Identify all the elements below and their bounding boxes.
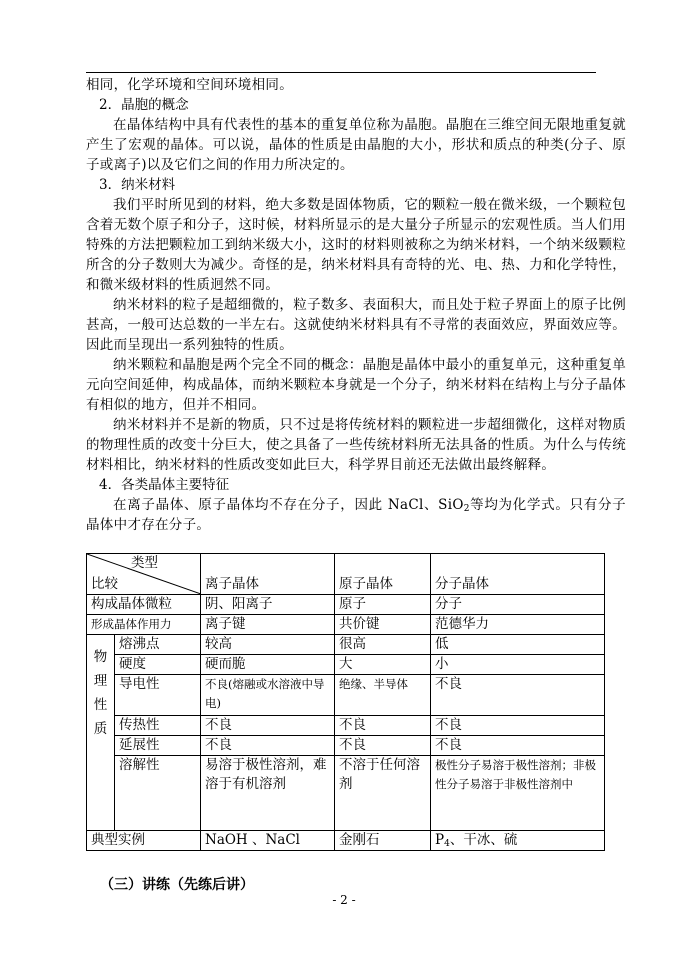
section-4-heading: 4．各类晶体主要特征 [99, 477, 230, 493]
cell-conductivity-ionic: 不良(熔融或水溶液中导电) [201, 675, 335, 716]
physical-properties-label [87, 635, 115, 831]
cell-ductility-ionic: 不良 [201, 736, 335, 756]
phys-char-1: 物 [93, 649, 108, 665]
table-row [87, 655, 605, 675]
cell-hardness-atomic: 大 [335, 655, 431, 675]
p4-symbol: P [435, 832, 445, 848]
phys-char-4: 质 [93, 721, 108, 737]
column-header-molecular: 分子晶体 [431, 554, 605, 595]
section-2-paragraph: 在晶体结构中具有代表性的基本的重复单位称为晶胞。晶胞在三维空间无限地重复就产生了宏观的晶体。可以说，晶体的性质是由晶胞的大小，形状和质点的种类(分子、原子或离子)以及它们之间的作用力所决定的。 [86, 117, 626, 173]
phys-char-2: 理 [93, 673, 108, 689]
header-rule [86, 72, 596, 73]
cell-conductivity-atomic: 绝缘、半导体 [335, 675, 431, 716]
sio2-subscript: 2 [463, 504, 470, 514]
row-label-ductility: 延展性 [115, 736, 201, 756]
cell-ductility-atomic: 不良 [335, 736, 431, 756]
corner-label-compare: 比较 [91, 576, 118, 592]
section-3-paragraph-3: 纳米颗粒和晶胞是两个完全不同的概念：晶胞是晶体中最小的重复单元，这种重复单元向空间延伸，构成晶体，而纳米颗粒本身就是一个分子，纳米材料在结构上与分子晶体有相似的地方，但并不相同。 [86, 357, 626, 413]
table-row [87, 736, 605, 756]
section-3-heading: 3．纳米材料 [99, 177, 176, 193]
row-label-hardness: 硬度 [115, 655, 201, 675]
cell-melting-atomic: 很高 [335, 635, 431, 655]
section-3-paragraph-2: 纳米材料的粒子是超细微的，粒子数多、表面积大，而且处于粒子界面上的原子比例甚高，一般可达总数的一半左右。这就使纳米材料具有不寻常的表面效应，界面效应等。因此而呈现出一系列独特的性质。 [86, 297, 626, 353]
section-3-paragraph-1: 我们平时所见到的材料，绝大多数是固体物质，它的颗粒一般在微米级，一个颗粒包含着无数个原子和分子，这时候，材料所显示的是大量分子所显示的宏观性质。当人们用特殊的方法把颗粒加工到纳米级大小，这时的材料则被称之为纳米材料，一个纳米级颗粒所含的分子数则大为减少。奇怪的是，纳米材料具有奇特的光、电、热、力和化学特性，和微米级材料的性质迥然不同。 [86, 197, 626, 293]
table-row [87, 615, 605, 635]
cell-examples-atomic: 金刚石 [335, 831, 431, 851]
column-header-atomic: 原子晶体 [335, 554, 431, 595]
cell-hardness-molecular: 小 [431, 655, 605, 675]
table-row [87, 756, 605, 831]
table-row [87, 595, 605, 615]
table-row [87, 716, 605, 736]
cell-force-ionic: 离子键 [201, 615, 335, 635]
phys-char-3: 性 [93, 697, 108, 713]
crystal-comparison-table [86, 553, 605, 851]
diagonal-header-cell [87, 554, 201, 595]
table-header-row [87, 554, 605, 595]
cell-heat-ionic: 不良 [201, 716, 335, 736]
row-label-melting: 熔沸点 [115, 635, 201, 655]
section-3-paragraph-4: 纳米材料并不是新的物质，只不过是将传统材料的颗粒进一步超细微化，这样对物质的物理性质的改变十分巨大，使之具备了一些传统材料所无法具备的性质。为什么与传统材料相比，纳米材料的性质改变如此巨大，科学界目前还无法做出最终解释。 [86, 417, 626, 473]
cell-particles-ionic: 阴、阳离子 [201, 595, 335, 615]
cell-heat-molecular: 不良 [431, 716, 605, 736]
cell-ductility-molecular: 不良 [431, 736, 605, 756]
cell-examples-molecular [431, 831, 605, 851]
cell-heat-atomic: 不良 [335, 716, 431, 736]
cell-melting-molecular: 低 [431, 635, 605, 655]
section-4-text-b: 等均为化学式。只有分子晶体中才存在分子。 [86, 497, 626, 533]
column-header-ionic: 离子晶体 [201, 554, 335, 595]
cell-examples-ionic: NaOH 、NaCl [201, 831, 335, 851]
cell-solubility-ionic: 易溶于极性溶剂，难溶于有机溶剂 [201, 756, 335, 831]
cell-solubility-molecular: 极性分子易溶于极性溶剂；非极性分子易溶于非极性溶剂中 [431, 756, 605, 831]
cell-force-molecular: 范德华力 [431, 615, 605, 635]
cell-solubility-atomic: 不溶于任何溶剂 [335, 756, 431, 831]
document-body [86, 75, 626, 535]
cell-conductivity-molecular: 不良 [431, 675, 605, 716]
cell-hardness-ionic: 硬而脆 [201, 655, 335, 675]
p4-subscript: 4 [444, 839, 450, 849]
corner-label-type: 类型 [131, 555, 158, 571]
row-label-examples: 典型实例 [87, 831, 201, 851]
cell-melting-ionic: 较高 [201, 635, 335, 655]
table-row [87, 675, 605, 716]
row-label-force: 形成晶体作用力 [87, 615, 201, 635]
section-4-text-a: 在离子晶体、原子晶体均不存在分子，因此 NaCl、SiO [113, 497, 464, 513]
row-label-conductivity: 导电性 [115, 675, 201, 716]
cell-force-atomic: 共价键 [335, 615, 431, 635]
examples-molecular-rest: 、干冰、硫 [449, 832, 518, 848]
table-row [87, 831, 605, 851]
row-label-solubility: 溶解性 [115, 756, 201, 831]
section-2-heading: 2．晶胞的概念 [99, 97, 189, 113]
page-number: - 2 - [332, 893, 356, 907]
table-row [87, 635, 605, 655]
intro-line: 相同，化学环境和空间环境相同。 [86, 77, 293, 93]
row-label-particles: 构成晶体微粒 [87, 595, 201, 615]
training-heading: （三）讲练（先练后讲） [100, 877, 254, 893]
cell-particles-atomic: 原子 [335, 595, 431, 615]
row-label-heat: 传热性 [115, 716, 201, 736]
section-4-paragraph [86, 495, 626, 535]
cell-particles-molecular: 分子 [431, 595, 605, 615]
